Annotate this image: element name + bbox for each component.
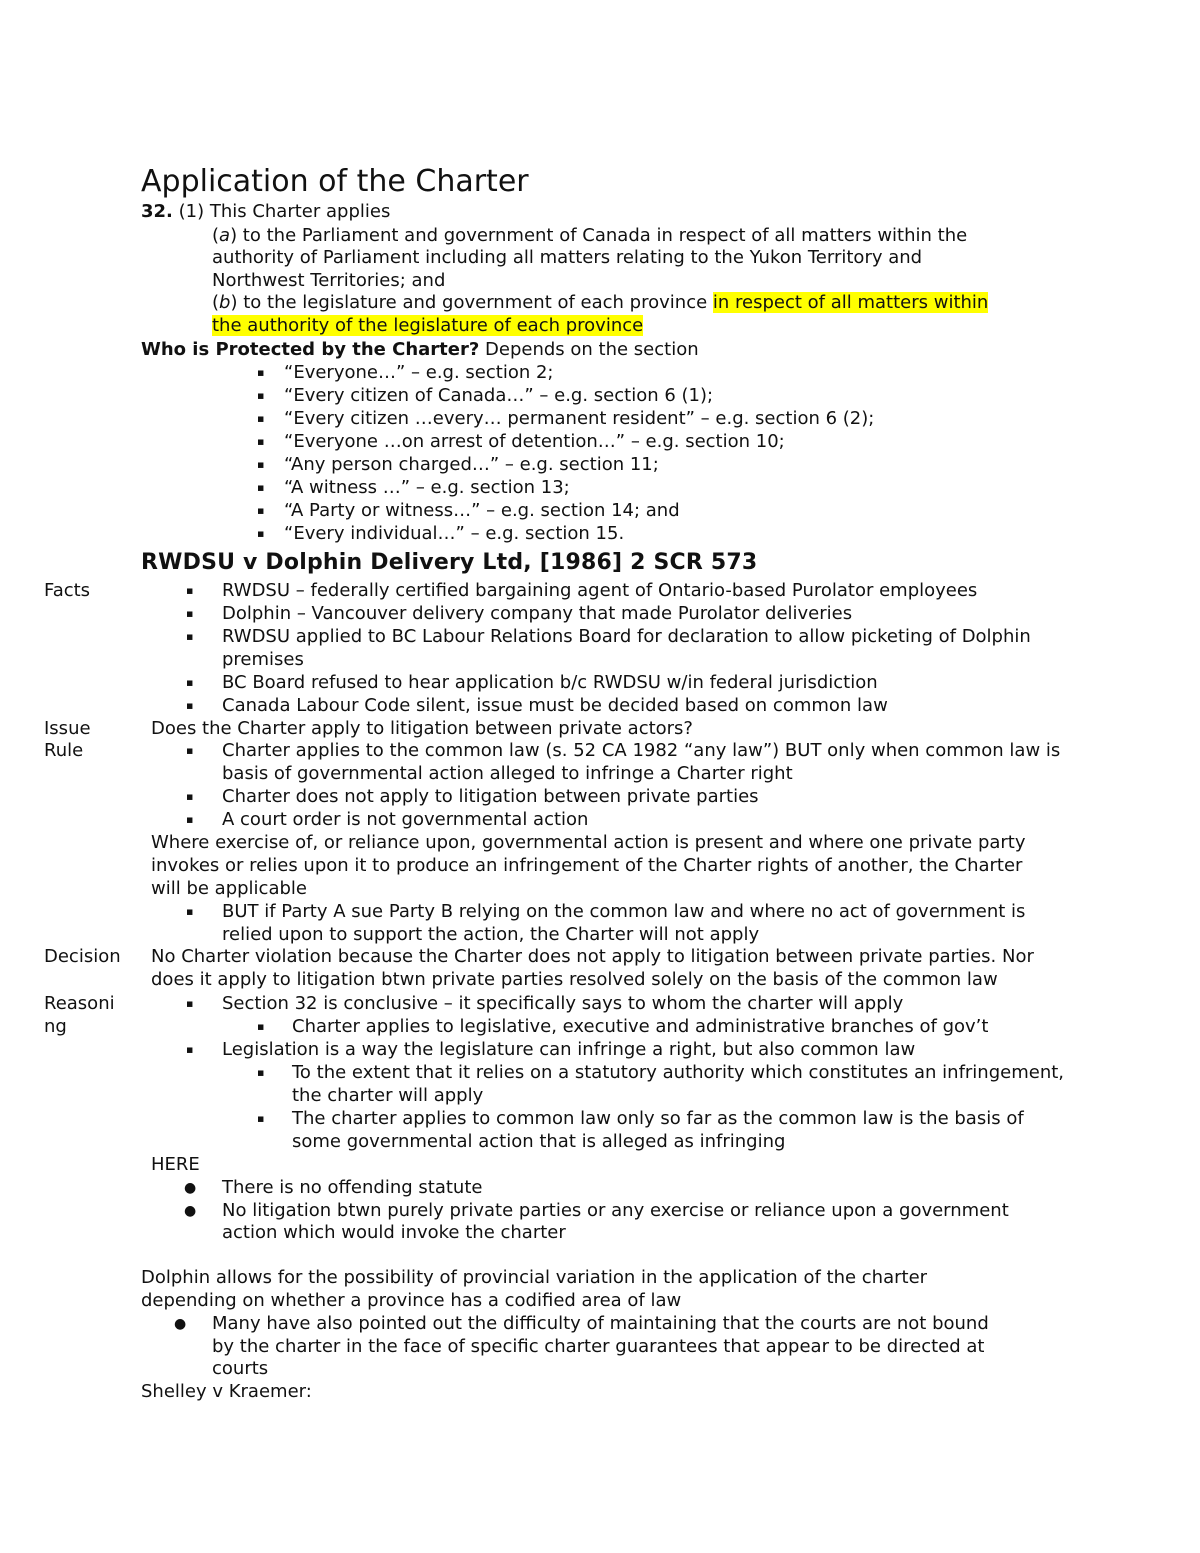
clause-a-open: (: [212, 225, 220, 246]
text-line: Legislation is a way the legislature can infringe a right, but also common law: [222, 1039, 916, 1060]
text-line: Section 32 is conclusive – it specifically says to whom the charter will apply: [222, 993, 904, 1014]
section-number: 32.: [141, 201, 173, 222]
clause-a-line-2: authority of Parliament including all matters relating to the Yukon Territory and: [212, 247, 923, 268]
clause-a-letter: a: [219, 225, 231, 246]
label-facts: Facts: [44, 580, 91, 601]
text-line: Canada Labour Code silent, issue must be decided based on common law: [222, 695, 888, 716]
text-line: RWDSU applied to BC Labour Relations Board for declaration to allow picketing of Dolphin: [222, 626, 1031, 647]
text-line: action which would invoke the charter: [222, 1222, 566, 1243]
square-bullet-icon: ▪: [186, 997, 194, 1010]
square-bullet-icon: ▪: [257, 504, 265, 517]
text-line: “A witness …” – e.g. section 13;: [284, 477, 570, 498]
text-line: Charter applies to the common law (s. 52 CA 1982 “any law”) BUT only when common law is: [222, 740, 1061, 761]
shelley-line: Shelley v Kraemer:: [141, 1381, 312, 1402]
text-line: “Any person charged…” – e.g. section 11;: [284, 454, 659, 475]
square-bullet-icon: ▪: [186, 744, 194, 757]
round-bullet-icon: ●: [184, 1180, 197, 1196]
square-bullet-icon: ▪: [257, 412, 265, 425]
section-intro-text: (1) This Charter applies: [172, 201, 391, 222]
label-reasoning-2: ng: [44, 1016, 67, 1037]
square-bullet-icon: ▪: [186, 699, 194, 712]
text-line: invokes or relies upon it to produce an infringement of the Charter rights of another, the Charter: [151, 855, 1023, 876]
page-title: Application of the Charter: [141, 164, 529, 199]
text-line: by the charter in the face of specific charter guarantees that appear to be directed at: [212, 1336, 985, 1357]
text-line: “Everyone …on arrest of detention…” – e.g. section 10;: [284, 431, 785, 452]
text-line: courts: [212, 1358, 269, 1379]
square-bullet-icon: ▪: [257, 389, 265, 402]
clause-a-text-1: ) to the Parliament and government of Canada in respect of all matters within the: [230, 225, 968, 246]
clause-b-letter: b: [219, 292, 231, 313]
protected-heading-bold: Who is Protected by the Charter?: [141, 339, 480, 360]
round-bullet-icon: ●: [174, 1316, 187, 1332]
highlight-2: the authority of the legislature of each province: [212, 315, 644, 336]
text-line: Where exercise of, or reliance upon, governmental action is present and where one private party: [151, 832, 1026, 853]
square-bullet-icon: ▪: [186, 630, 194, 643]
text-line: will be applicable: [151, 878, 307, 899]
clause-a-line-1: [212, 225, 967, 247]
square-bullet-icon: ▪: [257, 458, 265, 471]
issue-text: Does the Charter apply to litigation between private actors?: [151, 718, 693, 739]
protected-heading-rest: Depends on the section: [479, 339, 699, 360]
square-bullet-icon: ▪: [257, 527, 265, 540]
clause-b-open: (: [212, 292, 220, 313]
label-rule: Rule: [44, 740, 84, 761]
square-bullet-icon: ▪: [257, 1066, 265, 1079]
square-bullet-icon: ▪: [186, 905, 194, 918]
clause-b-text: ) to the legislature and government of each province: [230, 292, 713, 313]
text-line: some governmental action that is alleged as infringing: [292, 1131, 786, 1152]
text-line: “Every citizen of Canada…” – e.g. section 6 (1);: [284, 385, 714, 406]
text-line: does it apply to litigation btwn private parties resolved solely on the basis of the common law: [151, 969, 998, 990]
text-line: BUT if Party A sue Party B relying on the common law and where no act of government is: [222, 901, 1026, 922]
text-line: To the extent that it relies on a statutory authority which constitutes an infringement,: [292, 1062, 1065, 1083]
text-line: No litigation btwn purely private parties or any exercise or reliance upon a government: [222, 1200, 1009, 1221]
text-line: Dolphin – Vancouver delivery company that made Purolator deliveries: [222, 603, 853, 624]
text-line: “A Party or witness…” – e.g. section 14; and: [284, 500, 680, 521]
clause-b-line-1: [212, 292, 988, 314]
text-line: basis of governmental action alleged to infringe a Charter right: [222, 763, 793, 784]
square-bullet-icon: ▪: [257, 481, 265, 494]
square-bullet-icon: ▪: [257, 435, 265, 448]
text-line: “Every citizen …every… permanent resident” – e.g. section 6 (2);: [284, 408, 875, 429]
square-bullet-icon: ▪: [186, 584, 194, 597]
square-bullet-icon: ▪: [186, 607, 194, 620]
text-line: Many have also pointed out the difficulty of maintaining that the courts are not bound: [212, 1313, 989, 1334]
label-reasoning-1: Reasoni: [44, 993, 115, 1014]
text-line: Charter applies to legislative, executive and administrative branches of gov’t: [292, 1016, 989, 1037]
text-line: “Everyone…” – e.g. section 2;: [284, 362, 554, 383]
label-issue: Issue: [44, 718, 91, 739]
text-line: RWDSU – federally certified bargaining agent of Ontario-based Purolator employees: [222, 580, 978, 601]
text-line: No Charter violation because the Charter does not apply to litigation between private parties. Nor: [151, 946, 1034, 967]
text-line: Charter does not apply to litigation between private parties: [222, 786, 759, 807]
square-bullet-icon: ▪: [186, 813, 194, 826]
text-line: depending on whether a province has a codified area of law: [141, 1290, 682, 1311]
text-line: premises: [222, 649, 304, 670]
label-decision: Decision: [44, 946, 121, 967]
text-line: A court order is not governmental action: [222, 809, 589, 830]
text-line: Dolphin allows for the possibility of provincial variation in the application of the charter: [141, 1267, 928, 1288]
here-label: HERE: [151, 1154, 200, 1175]
text-line: “Every individual…” – e.g. section 15.: [284, 523, 625, 544]
text-line: The charter applies to common law only so far as the common law is the basis of: [292, 1108, 1024, 1129]
text-line: the charter will apply: [292, 1085, 484, 1106]
case-title: RWDSU v Dolphin Delivery Ltd, [1986] 2 SCR 573: [141, 550, 758, 575]
clause-b-line-2: [212, 315, 643, 337]
text-line: BC Board refused to hear application b/c RWDSU w/in federal jurisdiction: [222, 672, 878, 693]
square-bullet-icon: ▪: [257, 366, 265, 379]
section-32-intro: [141, 201, 390, 223]
highlight-1: in respect of all matters within: [712, 292, 989, 313]
text-line: relied upon to support the action, the Charter will not apply: [222, 924, 760, 945]
square-bullet-icon: ▪: [186, 676, 194, 689]
text-line: There is no offending statute: [222, 1177, 483, 1198]
round-bullet-icon: ●: [184, 1203, 197, 1219]
square-bullet-icon: ▪: [186, 790, 194, 803]
protected-heading: [141, 339, 699, 361]
square-bullet-icon: ▪: [186, 1043, 194, 1056]
square-bullet-icon: ▪: [257, 1112, 265, 1125]
square-bullet-icon: ▪: [257, 1020, 265, 1033]
clause-a-line-3: Northwest Territories; and: [212, 270, 446, 291]
